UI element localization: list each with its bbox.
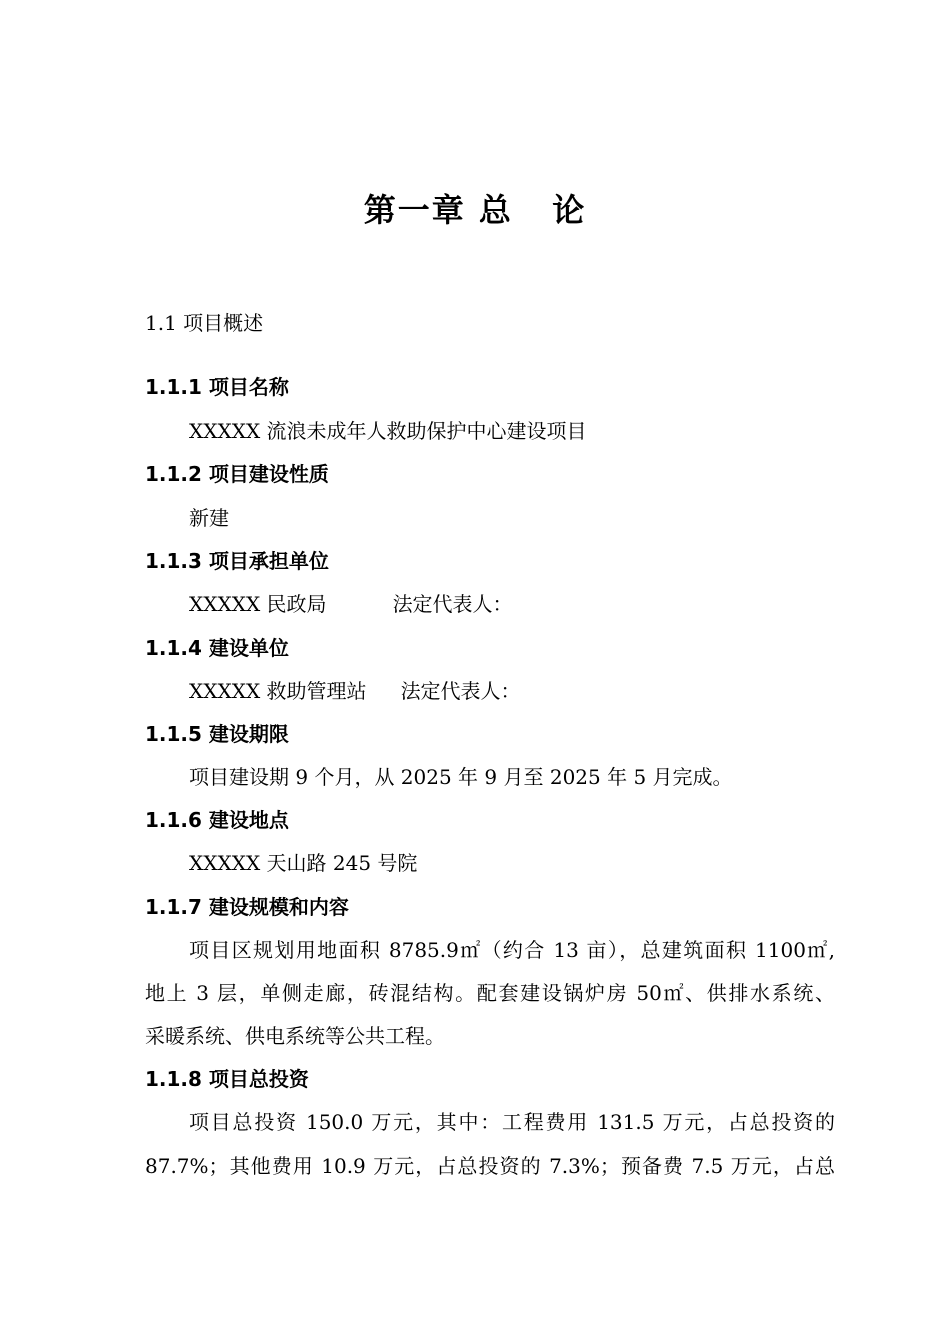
construction-unit-line xyxy=(189,676,521,706)
heading-1-1-8: 1.1.8 项目总投资 xyxy=(145,1067,309,1091)
project-name: XXXXX 流浪未成年人救助保护中心建设项目 xyxy=(189,419,587,443)
construction-unit-rep: 法定代表人： xyxy=(400,679,521,703)
construction-nature: 新建 xyxy=(189,506,229,530)
heading-1-1-6: 1.1.6 建设地点 xyxy=(145,808,289,832)
heading-1-1-5: 1.1.5 建设期限 xyxy=(145,722,289,746)
undertaking-unit-rep: 法定代表人： xyxy=(392,592,513,616)
scale-paragraph-line-1: 项目区规划用地面积 8785.9㎡（约合 13 亩），总建筑面积 1100㎡, xyxy=(189,938,835,962)
chapter-title: 第一章 总 论 xyxy=(363,191,587,229)
construction-unit: XXXXX 救助管理站 xyxy=(189,679,367,703)
scale-paragraph-line-2: 地上 3 层，单侧走廊，砖混结构。配套建设锅炉房 50㎡、供排水系统、 xyxy=(145,981,835,1005)
heading-1-1-7: 1.1.7 建设规模和内容 xyxy=(145,895,349,919)
construction-location: XXXXX 天山路 245 号院 xyxy=(189,851,418,875)
heading-1-1-4: 1.1.4 建设单位 xyxy=(145,636,289,660)
scale-paragraph-line-3: 采暖系统、供电系统等公共工程。 xyxy=(145,1024,445,1048)
undertaking-unit: XXXXX 民政局 xyxy=(189,592,327,616)
investment-paragraph-line-2: 87.7%；其他费用 10.9 万元，占总投资的 7.3%；预备费 7.5 万元，占总 xyxy=(145,1154,835,1178)
heading-1-1-3: 1.1.3 项目承担单位 xyxy=(145,549,329,573)
construction-period: 项目建设期 9 个月，从 2025 年 9 月至 2025 年 5 月完成。 xyxy=(189,765,733,789)
section-heading-1-1: 1.1 项目概述 xyxy=(145,311,264,335)
heading-1-1-2: 1.1.2 项目建设性质 xyxy=(145,462,329,486)
heading-1-1-1: 1.1.1 项目名称 xyxy=(145,375,289,399)
undertaking-unit-line xyxy=(189,589,513,619)
investment-paragraph-line-1: 项目总投资 150.0 万元，其中：工程费用 131.5 万元，占总投资的 xyxy=(189,1110,835,1134)
